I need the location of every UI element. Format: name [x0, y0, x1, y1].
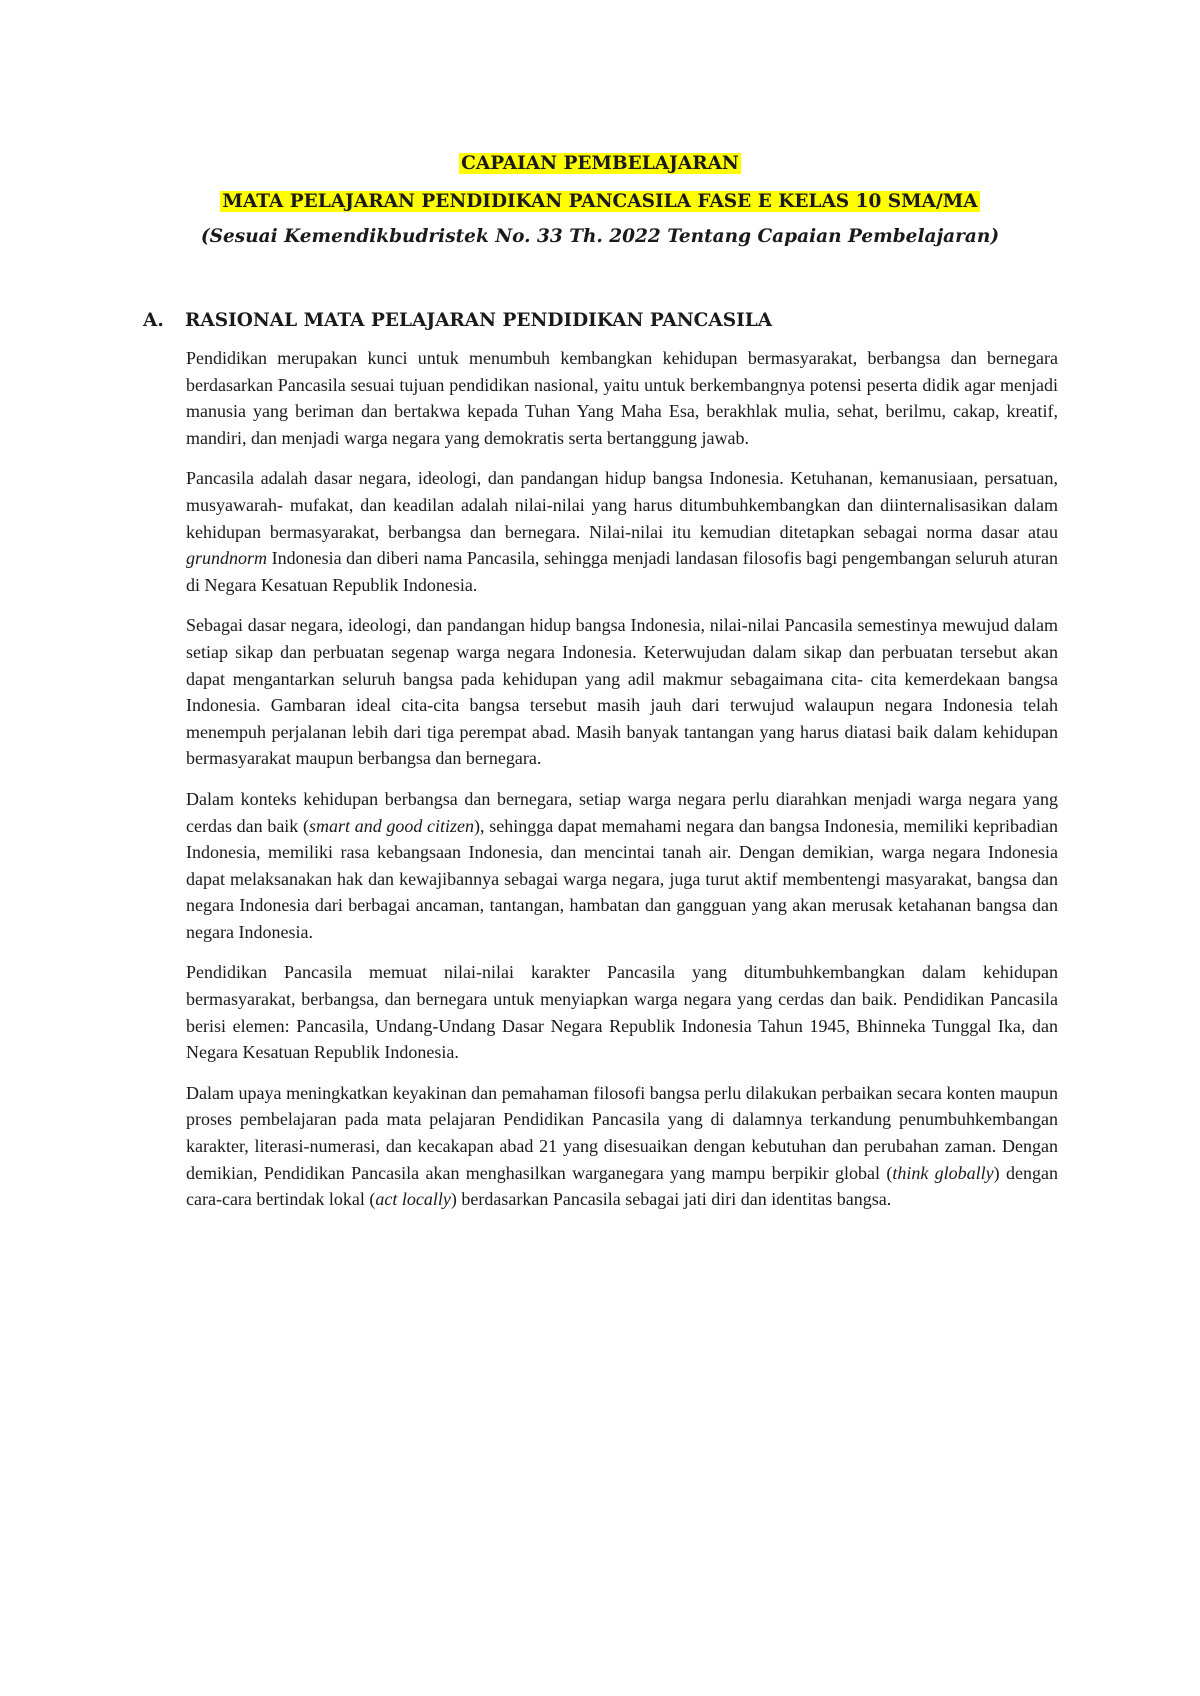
section-a-body: [186, 345, 1058, 1227]
paragraph-6-text-c: ) berdasarkan Pancasila sebagai jati diri dan identitas bangsa.: [450, 1189, 892, 1210]
paragraph-2: [186, 465, 1058, 598]
section-a-heading: [143, 307, 1043, 335]
paragraph-4: [186, 786, 1058, 946]
paragraph-6-text-a: Dalam upaya meningkatkan keyakinan dan pemahaman filosofi bangsa perlu dilakukan perbaikan secara konten maupun proses pembelajaran pada mata pelajaran Pendidikan Pancasila yang di dalamnya terkandung penumbuhkembangan karakter, literasi-numerasi, dan kecakapan abad 21 yang disesuaikan dengan kebutuhan dan perubahan zaman. Dengan demikian, Pendidikan Pancasila akan menghasilkan warganegara yang mampu berpikir global (: [186, 1082, 1058, 1183]
title-line-1: [0, 150, 1200, 178]
document-header: [0, 150, 1200, 251]
paragraph-5-text: Pendidikan Pancasila memuat nilai-nilai karakter Pancasila yang ditumbuhkembangkan dalam kehidupan bermasyarakat, berbangsa, dan bernegara untuk menyiapkan warga negara yang cerdas dan baik. Pendidikan Pancasila berisi elemen: Pancasila, Undang-Undang Dasar Negara Republik Indonesia Tahun 1945, Bhinneka Tunggal Ika, dan Negara Kesatuan Republik Indonesia.: [186, 962, 1058, 1063]
act-locally-term: act locally: [375, 1189, 451, 1210]
paragraph-2-text-a: Pancasila adalah dasar negara, ideologi, dan pandangan hidup bangsa Indonesia. Ketuhanan, kemanusiaan, persatuan, musyawarah- mufakat, dan keadilan adalah nilai-nilai yang harus ditumbuhkembangkan dan diinternalisasikan dalam kehidupan bermasyarakat, berbangsa dan bernegara. Nilai-nilai itu kemudian ditetapkan sebagai norma dasar atau: [186, 468, 1058, 542]
paragraph-1-text: Pendidikan merupakan kunci untuk menumbuh kembangkan kehidupan bermasyarakat, berbangsa dan bernegara berdasarkan Pancasila sesuai tujuan pendidikan nasional, yaitu untuk berkembangnya potensi peserta didik agar menjadi manusia yang beriman dan bertakwa kepada Tuhan Yang Maha Esa, berakhlak mulia, sehat, berilmu, cakap, kreatif, mandiri, dan menjadi warga negara yang demokratis serta bertanggung jawab.: [186, 348, 1058, 448]
paragraph-6-text-b: ) dengan cara-cara bertindak lokal (: [186, 1162, 1058, 1210]
section-letter: A.: [143, 310, 164, 331]
title-highlight-1: CAPAIAN PEMBELAJARAN: [461, 153, 739, 174]
paragraph-6: [186, 1080, 1058, 1213]
grundnorm-term: grundnorm: [186, 548, 268, 569]
paragraph-3: [186, 612, 1058, 772]
think-globally-term: think globally: [892, 1162, 994, 1183]
title-highlight-2: MATA PELAJARAN PENDIDIKAN PANCASILA FASE E KELAS 10 SMA/MA: [222, 191, 978, 212]
document-subtitle: (Sesuai Kemendikbudristek No. 33 Th. 2022 Tentang Capaian Pembelajaran): [200, 226, 1000, 247]
paragraph-4-text-b: ), sehingga dapat memahami negara dan bangsa Indonesia, memiliki kepribadian Indonesia, memiliki rasa kebangsaan Indonesia, dan mencintai tanah air. Dengan demikian, warga negara Indonesia dapat melaksanakan hak dan kewajibannya sebagai warga negara, juga turut aktif membentengi masyarakat, bangsa dan negara Indonesia dari berbagai ancaman, tantangan, hambatan dan gangguan yang akan merusak ketahanan bangsa dan negara Indonesia.: [186, 815, 1058, 942]
paragraph-2-text-b: Indonesia dan diberi nama Pancasila, sehingga menjadi landasan filosofis bagi pengembangan seluruh aturan di Negara Kesatuan Republik Indonesia.: [186, 548, 1058, 595]
paragraph-4-text-a: Dalam konteks kehidupan berbangsa dan bernegara, setiap warga negara perlu diarahkan menjadi warga negara yang cerdas dan baik (: [186, 788, 1058, 836]
paragraph-5: [186, 959, 1058, 1065]
paragraph-3-text: Sebagai dasar negara, ideologi, dan pandangan hidup bangsa Indonesia, nilai-nilai Pancasila semestinya mewujud dalam setiap sikap dan perbuatan segenap warga negara Indonesia. Keterwujudan dalam sikap dan perbuatan tersebut akan dapat mengantarkan seluruh bangsa pada kehidupan yang adil makmur sebagaimana cita- cita kemerdekaan bangsa Indonesia. Gambaran ideal cita-cita bangsa tersebut masih jauh dari terwujud walaupun negara Indonesia telah menempuh perjalanan lebih dari tiga perempat abad. Masih banyak tantangan yang harus diatasi baik dalam kehidupan bermasyarakat maupun berbangsa dan bernegara.: [186, 615, 1058, 769]
section-heading-text: RASIONAL MATA PELAJARAN PENDIDIKAN PANCASILA: [185, 310, 773, 331]
paragraph-1: [186, 345, 1058, 451]
smart-good-citizen-term: smart and good citizen: [309, 815, 475, 836]
title-line-2: [0, 188, 1200, 216]
